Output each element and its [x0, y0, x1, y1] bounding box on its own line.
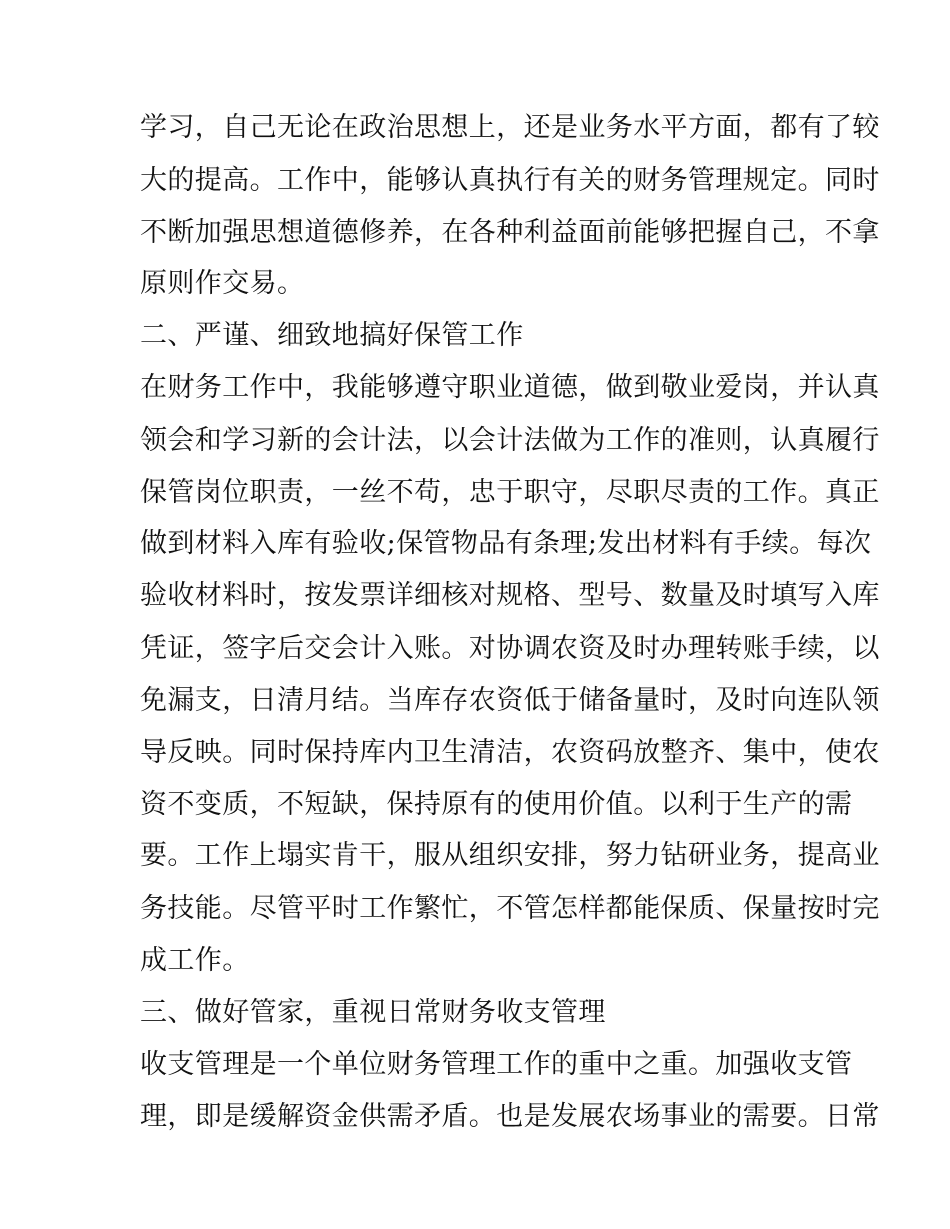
text-line: 凭证，签字后交会计入账。对协调农资及时办理转账手续，以 [140, 633, 880, 664]
text-line: 免漏支，日清月结。当库存农资低于储备量时，及时向连队领 [140, 685, 880, 716]
text-line: 务技能。尽管平时工作繁忙，不管怎样都能保质、保量按时完 [140, 893, 880, 924]
text-line: 领会和学习新的会计法，以会计法做为工作的准则，认真履行 [140, 425, 880, 456]
text-line: 成工作。 [140, 945, 250, 976]
text-line: 原则作交易。 [140, 268, 305, 299]
text-line: 保管岗位职责，一丝不苟，忠于职守，尽职尽责的工作。真正 [140, 477, 880, 508]
text-line: 收支管理是一个单位财务管理工作的重中之重。加强收支管 [140, 1049, 853, 1080]
text-line: 验收材料时，按发票详细核对规格、型号、数量及时填写入库 [140, 580, 880, 611]
section-heading: 三、做好管家，重视日常财务收支管理 [140, 997, 606, 1028]
text-line: 在财务工作中，我能够遵守职业道德，做到敬业爱岗，并认真 [140, 372, 880, 403]
text-line: 要。工作上塌实肯干，服从组织安排，努力钻研业务，提高业 [140, 840, 880, 871]
text-line: 导反映。同时保持库内卫生清洁，农资码放整齐、集中，使农 [140, 737, 880, 768]
text-line: 资不变质，不短缺，保持原有的使用价值。以利于生产的需 [140, 789, 853, 820]
text-line: 理，即是缓解资金供需矛盾。也是发展农场事业的需要。日常 [140, 1101, 880, 1132]
text-line: 学习，自己无论在政治思想上，还是业务水平方面，都有了较 [140, 112, 880, 143]
section-heading: 二、严谨、细致地搞好保管工作 [140, 320, 524, 351]
text-line: 大的提高。工作中，能够认真执行有关的财务管理规定。同时 [140, 165, 880, 196]
text-line: 做到材料入库有验收;保管物品有条理;发出材料有手续。每次 [140, 528, 872, 559]
text-line: 不断加强思想道德修养，在各种利益面前能够把握自己，不拿 [140, 217, 880, 248]
